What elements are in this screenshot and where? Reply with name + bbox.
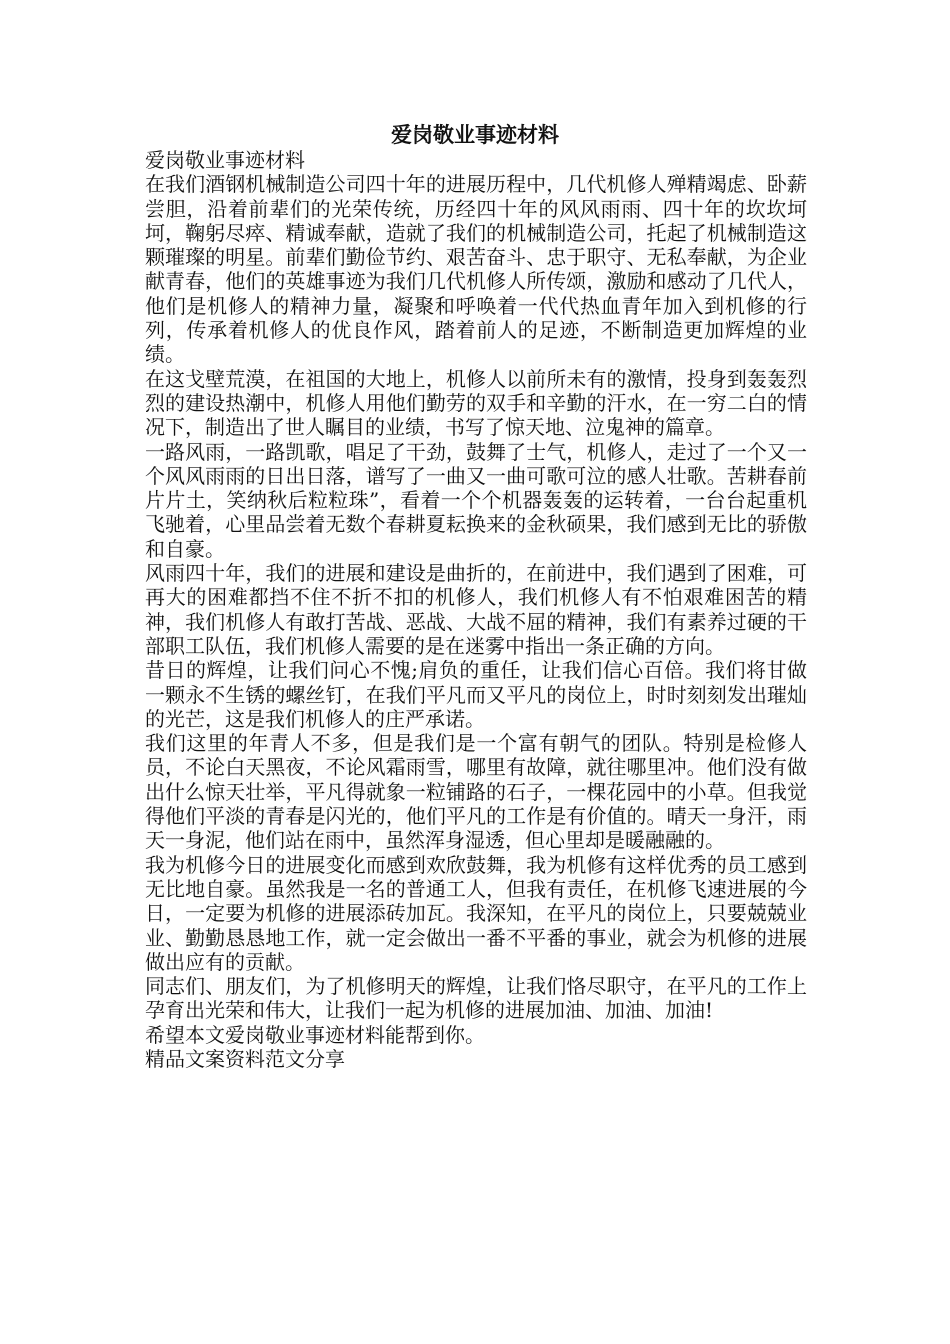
paragraph: 风雨四十年，我们的进展和建设是曲折的，在前进中，我们遇到了困难，可再大的困难都挡不住不折不扣的机修人，我们机修人有不怕艰难困苦的精神，我们机修人有敢打苦战、恶战、大战不屈的精神，我们有素养过硬的干部职工队伍，我们机修人需要的是在迷雾中指出一条正确的方向。 [145, 561, 807, 658]
paragraph: 我为机修今日的进展变化而感到欢欣鼓舞，我为机修有这样优秀的员工感到无比地自豪。虽然我是一名的普通工人，但我有责任，在机修飞速进展的今日，一定要为机修的进展添砖加瓦。我深知，在平凡的岗位上，只要兢兢业业、勤勤恳恳地工作，就一定会做出一番不平番的事业，就会为机修的进展做出应有的贡献。 [145, 852, 807, 974]
paragraph: 我们这里的年青人不多，但是我们是一个富有朝气的团队。特别是检修人员，不论白天黑夜，不论风霜雨雪，哪里有故障，就往哪里冲。他们没有做出什么惊天壮举，平凡得就象一粒铺路的石子，一棵花园中的小草。但我觉得他们平淡的青春是闪光的，他们平凡的工作是有价值的。晴天一身汗，雨天一身泥，他们站在雨中，虽然浑身湿透，但心里却是暖融融的。 [145, 731, 807, 853]
closing-line: 希望本文爱岗敬业事迹材料能帮到你。 [145, 1022, 485, 1047]
paragraph: 同志们、朋友们，为了机修明天的辉煌，让我们恪尽职守，在平凡的工作上孕育出光荣和伟大，让我们一起为机修的进展加油、加油、加油! [145, 974, 807, 1023]
paragraph: 在这戈壁荒漠，在祖国的大地上，机修人以前所未有的激情，投身到轰轰烈烈的建设热潮中，机修人用他们勤劳的双手和辛勤的汗水，在一穷二白的情况下，制造出了世人瞩目的业绩，书写了惊天地、泣鬼神的篇章。 [145, 366, 807, 440]
paragraph: 一路风雨，一路凯歌，唱足了干劲，鼓舞了士气，机修人，走过了一个又一个风风雨雨的日出日落，谱写了一曲又一曲可歌可泣的感人壮歌。苦耕春前片片土，笑纳秋后粒粒珠”，看着一个个机器轰轰的运转着，一台台起重机飞驰着，心里品尝着无数个春耕夏耘换来的金秋硕果，我们感到无比的骄傲和自豪。 [145, 439, 807, 561]
paragraph: 在我们酒钢机械制造公司四十年的进展历程中，几代机修人殚精竭虑、卧薪尝胆，沿着前辈们的光荣传统，历经四十年的风风雨雨、四十年的坎坎坷坷，鞠躬尽瘁、精诚奉献，造就了我们的机械制造公司，托起了机械制造这颗璀璨的明星。前辈们勤俭节约、艰苦奋斗、忠于职守、无私奉献，为企业献青春，他们的英雄事迹为我们几代机修人所传颂，激励和感动了几代人，他们是机修人的精神力量，凝聚和呼唤着一代代热血青年加入到机修的行列，传承着机修人的优良作风，踏着前人的足迹，不断制造更加辉煌的业绩。 [145, 172, 807, 367]
document-title: 爱岗敬业事迹材料 [391, 122, 559, 147]
footer-line: 精品文案资料范文分享 [145, 1046, 345, 1071]
document-body [145, 148, 807, 1071]
document-subtitle: 爱岗敬业事迹材料 [145, 148, 305, 172]
paragraph: 昔日的辉煌，让我们问心不愧;肩负的重任，让我们信心百倍。我们将甘做一颗永不生锈的螺丝钉，在我们平凡而又平凡的岗位上，时时刻刻发出璀灿的光芒，这是我们机修人的庄严承诺。 [145, 658, 807, 731]
